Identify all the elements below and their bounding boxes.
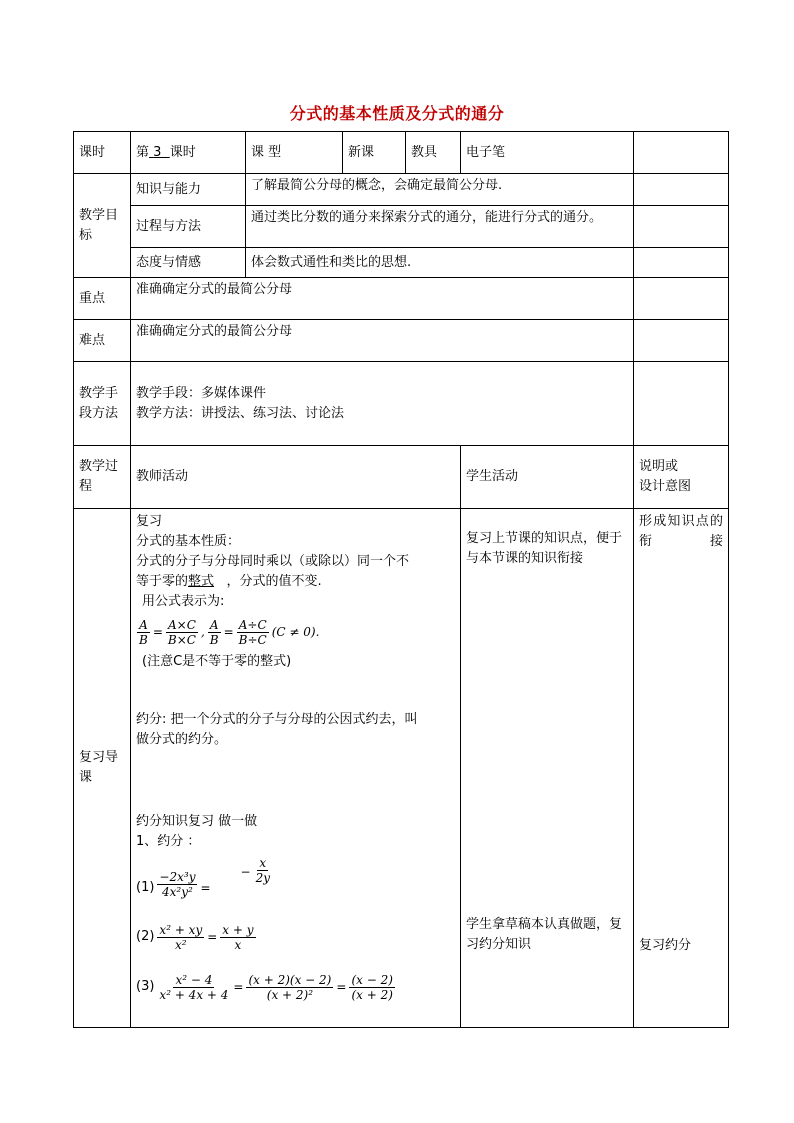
empty-cell: [634, 206, 729, 248]
property-text: 分式的分子与分母同时乘以（或除以）同一个不等于零的整式 ，分式的值不变.: [136, 554, 410, 589]
empty-cell: [634, 132, 729, 174]
practice-title: 约分知识复习 做一做: [136, 814, 258, 829]
objective-text: 了解最简公分母的概念，会确定最简公分母.: [246, 174, 634, 206]
lesson-count: 第 3 课时: [131, 132, 246, 174]
design-intent-header: 说明或 设计意图: [634, 446, 729, 509]
empty-cell: [634, 174, 729, 206]
empty-cell: [634, 278, 729, 320]
objective-row: [74, 206, 729, 248]
process-header-row: [74, 446, 729, 509]
methods-line-1: 教学手段：多媒体课件: [136, 385, 267, 401]
process-label: 教学过程: [74, 446, 131, 509]
student-activity-2: 学生拿草稿本认真做题，复习约分知识: [466, 917, 623, 952]
review-heading: 复习: [136, 514, 163, 529]
difficulty-text: 准确确定分式的最简公分母: [131, 320, 634, 362]
teaching-tools-value: 电子笔: [461, 132, 634, 174]
empty-cell: [634, 362, 729, 446]
student-activity-review: [461, 509, 634, 1028]
objective-name: 态度与情感: [131, 248, 246, 278]
methods-row: [74, 362, 729, 446]
objective-name: 过程与方法: [131, 206, 246, 248]
lesson-info-row: [74, 132, 729, 174]
objectives-label: 教学目标: [74, 174, 131, 278]
objective-text: 通过类比分数的通分来探索分式的通分，能进行分式的通分。: [246, 206, 634, 248]
formula-intro: 用公式表示为:: [142, 594, 225, 609]
property-formula: $\frac{A}{B}$ = $\frac{A\times C}{B\times C}$ , $\frac{A}{B}$ = $\frac{A\div C}{B\div C}$ (C ≠ 0).: [139, 617, 320, 647]
difficulty-label: 难点: [74, 320, 131, 362]
empty-cell: [634, 248, 729, 278]
student-activity-header: 学生活动: [461, 446, 634, 509]
exercise-3: (3) $\frac{\text{x² − 4}}{\text{x² + 4x + 4}}$ = $\frac{(x + 2)(x - 2)}{\text{(x + 2)²}}$ = $\frac{(x - 2)}{(x + 2)}$: [136, 972, 393, 1002]
lesson-label: 课时: [74, 132, 131, 174]
methods-line-2: 教学方法：讲授法、练习法、讨论法: [136, 405, 345, 421]
key-point-label: 重点: [74, 278, 131, 320]
exercise-2: (2) $\frac{\text{x² + xy}}{\text{x²}}$ = $\frac{x + y}{x}$: [136, 922, 254, 952]
objective-row: [74, 248, 729, 278]
difficulty-row: [74, 320, 729, 362]
lesson-type-value: 新课: [343, 132, 406, 174]
property-title: 分式的基本性质：: [136, 534, 241, 549]
objective-text: 体会数式通性和类比的思想.: [246, 248, 634, 278]
document-title: 分式的基本性质及分式的通分: [289, 104, 505, 123]
student-activity-1: 复习上节课的知识点，便于与本节课的知识衔接: [466, 531, 623, 566]
review-label: 复习导课: [74, 509, 131, 1028]
design-intent-1: 形成知识点的衔接: [639, 514, 723, 549]
exercise-label: 1、约分 ：: [136, 834, 201, 849]
design-intent-review: [634, 509, 729, 1028]
key-point-row: [74, 278, 729, 320]
reduce-definition: 约分: 把一个分式的分子与分母的公因式约去，叫做分式的约分。: [136, 712, 418, 747]
objective-row: [74, 174, 729, 206]
teacher-activity-header: 教师活动: [131, 446, 461, 509]
objective-name: 知识与能力: [131, 174, 246, 206]
empty-cell: [634, 320, 729, 362]
key-point-text: 准确确定分式的最简公分母: [131, 278, 634, 320]
teaching-tools-label: 教具: [406, 132, 461, 174]
design-intent-2: 复习约分: [639, 938, 692, 953]
lesson-type-label: 课 型: [246, 132, 343, 174]
teacher-activity-review: [131, 509, 461, 1028]
methods-label: 教学手段方法: [74, 362, 131, 446]
review-row: [74, 509, 729, 1028]
lesson-plan-table: [73, 131, 729, 1028]
methods-text: [131, 362, 634, 446]
formula-note: (注意C是不等于零的整式): [142, 654, 292, 669]
exercise-1: (1) $\frac{\text{−2x³y}}{\text{4x²y²}}$ = − $\frac{x}{2y}$: [136, 856, 271, 899]
